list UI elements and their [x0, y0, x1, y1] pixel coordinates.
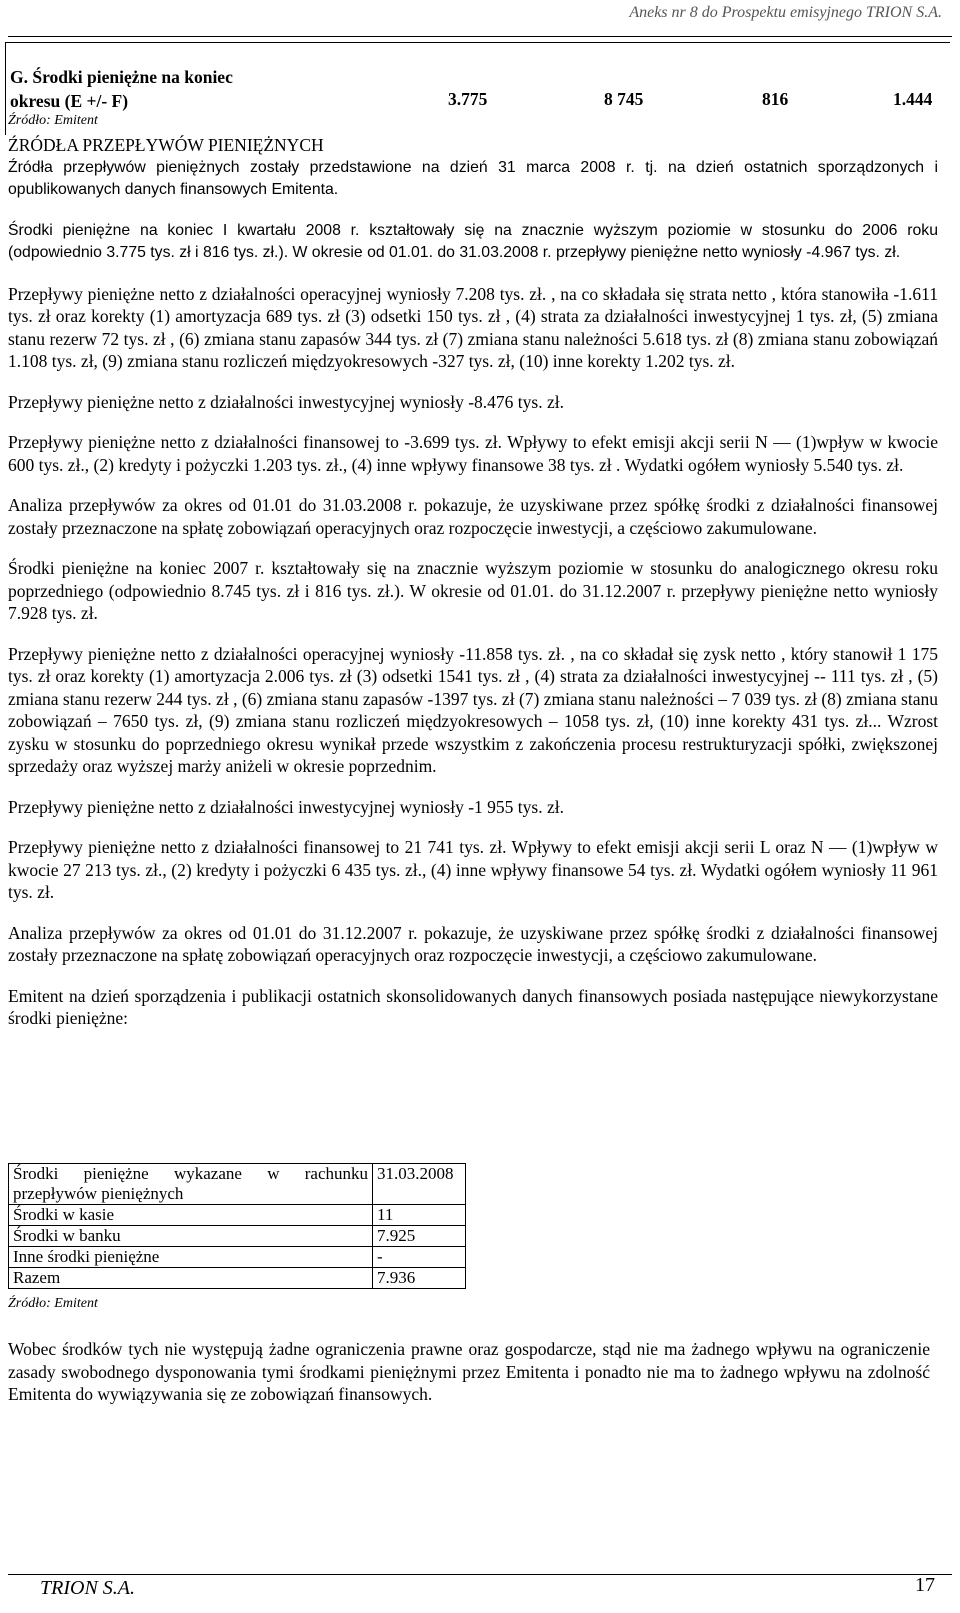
table-cell-value: 7.925 [373, 1226, 466, 1247]
paragraph: Środki pieniężne na koniec 2007 r. kształtowały się na znacznie wyższym poziomie w stosunku do analogicznego okresu roku poprzedniego (odpowiednio 8.745 tys. zł i 816 tys. zł.). W okresie od 01.01. do 31.12.2007 r. przepływy pieniężne netto wyniosły 7.928 tys. zł. [8, 558, 938, 623]
section-intro: Źródła przepływów pieniężnych zostały przedstawione na dzień 31 marca 2008 r. tj. na dzień ostatnich sporządzonych i opublikowanych danych finansowych Emitenta. [8, 158, 938, 198]
paragraph: Przepływy pieniężne netto z działalności operacyjnej wyniosły 7.208 tys. zł. , na co składała się strata netto , która stanowiła -1.611 tys. zł oraz korekty (1) amortyzacja 689 tys. zł (3) odsetki 150 tys. zł , (4) strata za działalności inwestycyjnej 1 tys. zł, (5) zmiana stanu rezerw 72 tys. zł , (6) zmiana stanu zapasów 344 tys. zł (7) zmiana stanu należności 5.618 tys. zł (8) zmiana stanu zobowiązań 1.108 tys. zł, (9) zmiana stanu rozliczeń międzyokresowych -327 tys. zł, (10) inne korekty 1.202 tys. zł. [8, 283, 938, 371]
table-cell-label: Razem [9, 1268, 373, 1289]
paragraph: Przepływy pieniężne netto z działalności inwestycyjnej wyniosły -1 955 tys. zł. [8, 796, 564, 817]
table-row [9, 1164, 466, 1205]
paragraph: Przepływy pieniężne netto z działalności operacyjnej wyniosły -11.858 tys. zł. , na co składał się zysk netto , który stanowił 1 175 tys. zł oraz korekty (1) amortyzacja 2.006 tys. zł (3) odsetki 1541 tys. zł , (4) strata za działalności inwestycyjnej -- 111 tys. zł , (5) zmiana stanu rezerw 244 tys. zł , (6) zmiana stanu zapasów -1397 tys. zł (7) zmiana stanu należności – 7 039 tys. zł (8) zmiana stanu zobowiązań – 7650 tys. zł, (9) zmiana stanu rozliczeń międzyokresowych – 1058 tys. zł, (10) inne korekty 431 tys. zł... Wzrost zysku w stosunku do poprzedniego okresu wynikał przede wszystkim z zakończenia procesu restrukturyzacji spółki, zwiększonej sprzedaży oraz wyższej marży aniżeli w okresie poprzednim. [8, 643, 938, 776]
table-row [9, 1247, 466, 1268]
summary-value: 816 [762, 89, 789, 109]
paragraph: Przepływy pieniężne netto z działalności finansowej to -3.699 tys. zł. Wpływy to efekt emisji akcji serii N — (1)wpływ w kwocie 600 tys. zł., (2) kredyty i pożyczki 1.203 tys. zł., (4) inne wpływy finansowe 38 tys. zł . Wydatki ogółem wyniosły 5.540 tys. zł. [8, 432, 938, 475]
paragraph: Analiza przepływów za okres od 01.01 do 31.03.2008 r. pokazuje, że uzyskiwane przez spółkę środki z działalności finansowej zostały przeznaczone na spłatę zobowiązań operacyjnych oraz rozpoczęcie inwestycji, a częściowo zakumulowane. [8, 495, 938, 538]
section-title: ŹRÓDŁA PRZEPŁYWÓW PIENIĘŻNYCH [8, 135, 324, 155]
table-row [9, 1205, 466, 1226]
table-cell-value: 7.936 [373, 1268, 466, 1289]
cash-summary-row [5, 42, 950, 135]
table-source: Źródło: Emitent [8, 1296, 98, 1311]
table-cell-value: 11 [373, 1205, 466, 1226]
table-cell-value: 31.03.2008 [373, 1164, 466, 1205]
table-cell-label: Środki pieniężne wykazane w rachunku przepływów pieniężnych [9, 1164, 373, 1205]
paragraph: Środki pieniężne na koniec I kwartału 2008 r. kształtowały się na znacznie wyższym poziomie w stosunku do 2006 roku (odpowiednio 3.775 tys. zł i 816 tys. zł.). W okresie od 01.01. do 31.03.2008 r. przepływy pieniężne netto wyniosły -4.967 tys. zł. [8, 221, 938, 261]
summary-values [6, 89, 951, 113]
table-row [9, 1268, 466, 1289]
table-cell-label: Środki w kasie [9, 1205, 373, 1226]
paragraph: Przepływy pieniężne netto z działalności finansowej to 21 741 tys. zł. Wpływy to efekt emisji akcji serii L oraz N — (1)wpływ w kwocie 27 213 tys. zł., (2) kredyty i pożyczki 6 435 tys. zł., (4) inne wpływy finansowe 54 tys. zł. Wydatki ogółem wyniosły 11 961 tys. zł. [8, 837, 938, 902]
header-rule [8, 36, 952, 37]
page-number: 17 [915, 1574, 935, 1596]
table-cell-value: - [373, 1247, 466, 1268]
summary-source: Źródło: Emitent [8, 113, 98, 128]
paragraph: Emitent na dzień sporządzenia i publikacji ostatnich skonsolidowanych danych finansowych posiada następujące niewykorzystane środki pieniężne: [8, 985, 938, 1028]
footer-rule [8, 1574, 952, 1575]
paragraph: Przepływy pieniężne netto z działalności inwestycyjnej wyniosły -8.476 tys. zł. [8, 391, 564, 412]
footer-company: TRION S.A. [40, 1577, 135, 1599]
summary-value: 1.444 [893, 89, 933, 109]
summary-value: 8 745 [604, 89, 644, 109]
summary-label: G. Środki pieniężne na koniec okresu (E +/- F) [10, 67, 233, 111]
final-paragraph: Wobec środków tych nie występują żadne ograniczenia prawne oraz gospodarcze, stąd nie ma żadnego wpływu na ograniczenie zasady swobodnego dysponowania tymi środkami pieniężnymi przez Emitenta i ponadto nie ma to żadnego wpływu na zdolność Emitenta do wywiązywania się ze zobowiązań finansowych. [8, 1339, 930, 1404]
cash-table [8, 1163, 466, 1289]
table-row [9, 1226, 466, 1247]
paragraph: Analiza przepływów za okres od 01.01 do 31.12.2007 r. pokazuje, że uzyskiwane przez spółkę środki z działalności finansowej zostały przeznaczone na spłatę zobowiązań operacyjnych oraz rozpoczęcie inwestycji, a częściowo zakumulowane. [8, 922, 938, 965]
page-header: Aneks nr 8 do Prospektu emisyjnego TRION S.A. [629, 4, 942, 21]
summary-box [5, 42, 950, 135]
main-content [8, 134, 938, 1048]
summary-value: 3.775 [448, 89, 488, 109]
table-cell-label: Środki w banku [9, 1226, 373, 1247]
table-cell-label: Inne środki pieniężne [9, 1247, 373, 1268]
